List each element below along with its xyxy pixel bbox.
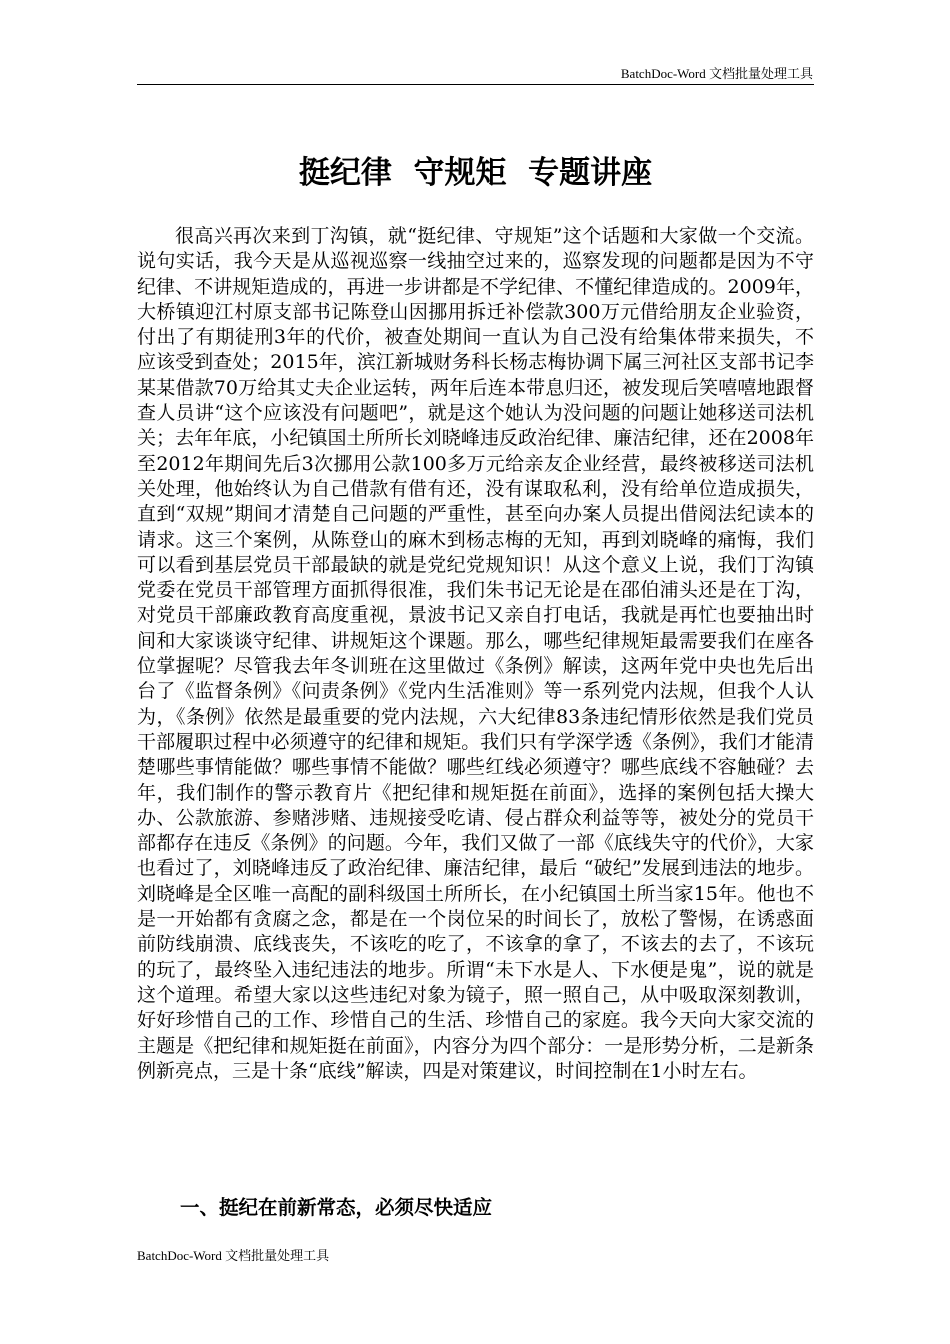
body-paragraph: 很高兴再次来到丁沟镇，就“挺纪律、守规矩”这个话题和大家做一个交流。说句实话，我今天是从巡视巡察一线抽空过来的，巡察发现的问题都是因为不守纪律、不讲规矩造成的，再进一步讲都是不学纪律、不懂纪律造成的。2009年，大桥镇迎江村原支部书记陈登山因挪用拆迁补偿款300万元借给朋友企业验资，付出了有期徒刑3年的代价，被查处期间一直认为自己没有给集体带来损失，不应该受到查处；2015年，滨江新城财务科长杨志梅协调下属三河社区支部书记李某某借款70万给其丈夫企业运转，两年后连本带息归还，被发现后笑嘻嘻地跟督查人员讲“这个应该没有问题吧”，就是这个她认为没问题的问题让她移送司法机关；去年年底，小纪镇国土所所长刘晓峰违反政治纪律、廉洁纪律，还在2008年至2012年期间先后3次挪用公款100多万元给亲友企业经营，最终被移送司法机关处理，他始终认为自己借款有借有还，没有谋取私利，没有给单位造成损失，直到“双规”期间才清楚自己问题的严重性，甚至向办案人员提出借阅法纪读本的请求。这三个案例，从陈登山的麻木到杨志梅的无知，再到刘晓峰的痛悔，我们可以看到基层党员干部最缺的就是党纪党规知识！从这个意义上说，我们丁沟镇党委在党员干部管理方面抓得很准，我们朱书记无论是在邵伯浦头还是在丁沟，对党员干部廉政教育高度重视，景波书记又亲自打电话，我就是再忙也要抽出时间和大家谈谈守纪律、讲规矩这个课题。那么，哪些纪律规矩最需要我们在座各位掌握呢？尽管我去年冬训班在这里做过《条例》解读，这两年党中央也先后出台了《监督条例》《问责条例》《党内生活准则》等一系列党内法规，但我个人认为，《条例》依然是最重要的党内法规，六大纪律83条违纪情形依然是我们党员干部履职过程中必须遵守的纪律和规矩。我们只有学深学透《条例》，我们才能清楚哪些事情能做？哪些事情不能做？哪些红线必须遵守？哪些底线不容触碰？去年，我们制作的警示教育片《把纪律和规矩挺在前面》，选择的案例包括大操大办、公款旅游、参赌涉赌、违规接受吃请、侵占群众利益等等，被处分的党员干部都存在违反《条例》的问题。今年，我们又做了一部《底线失守的代价》，大家也看过了，刘晓峰违反了政治纪律、廉洁纪律，最后 “破纪”发展到违法的地步。刘晓峰是全区唯一高配的副科级国土所所长，在小纪镇国土所当家15年。他也不是一开始都有贪腐之念，都是在一个岗位呆的时间长了，放松了警惕，在诱惑面前防线崩溃、底线丧失，不该吃的吃了，不该拿的拿了，不该去的去了，不该玩的玩了，最终坠入违纪违法的地步。所谓“未下水是人、下水便是鬼”，说的就是这个道理。希望大家以这些违纪对象为镜子，照一照自己，从中吸取深刻教训，好好珍惜自己的工作、珍惜自己的生活、珍惜自己的家庭。我今天向大家交流的主题是《把纪律和规矩挺在前面》，内容分为四个部分：一是形势分析，二是新条例新亮点，三是十条“底线”解读，四是对策建议，时间控制在1小时左右。 <box>137 225 814 1082</box>
section-heading: 一、挺纪在前新常态，必须尽快适应 <box>180 1196 493 1219</box>
header-divider <box>137 84 814 85</box>
header-text: BatchDoc-Word 文档批量处理工具 <box>620 66 813 81</box>
document-title: 挺纪律 守规矩 专题讲座 <box>298 155 653 191</box>
footer-text: BatchDoc-Word 文档批量处理工具 <box>137 1248 330 1263</box>
